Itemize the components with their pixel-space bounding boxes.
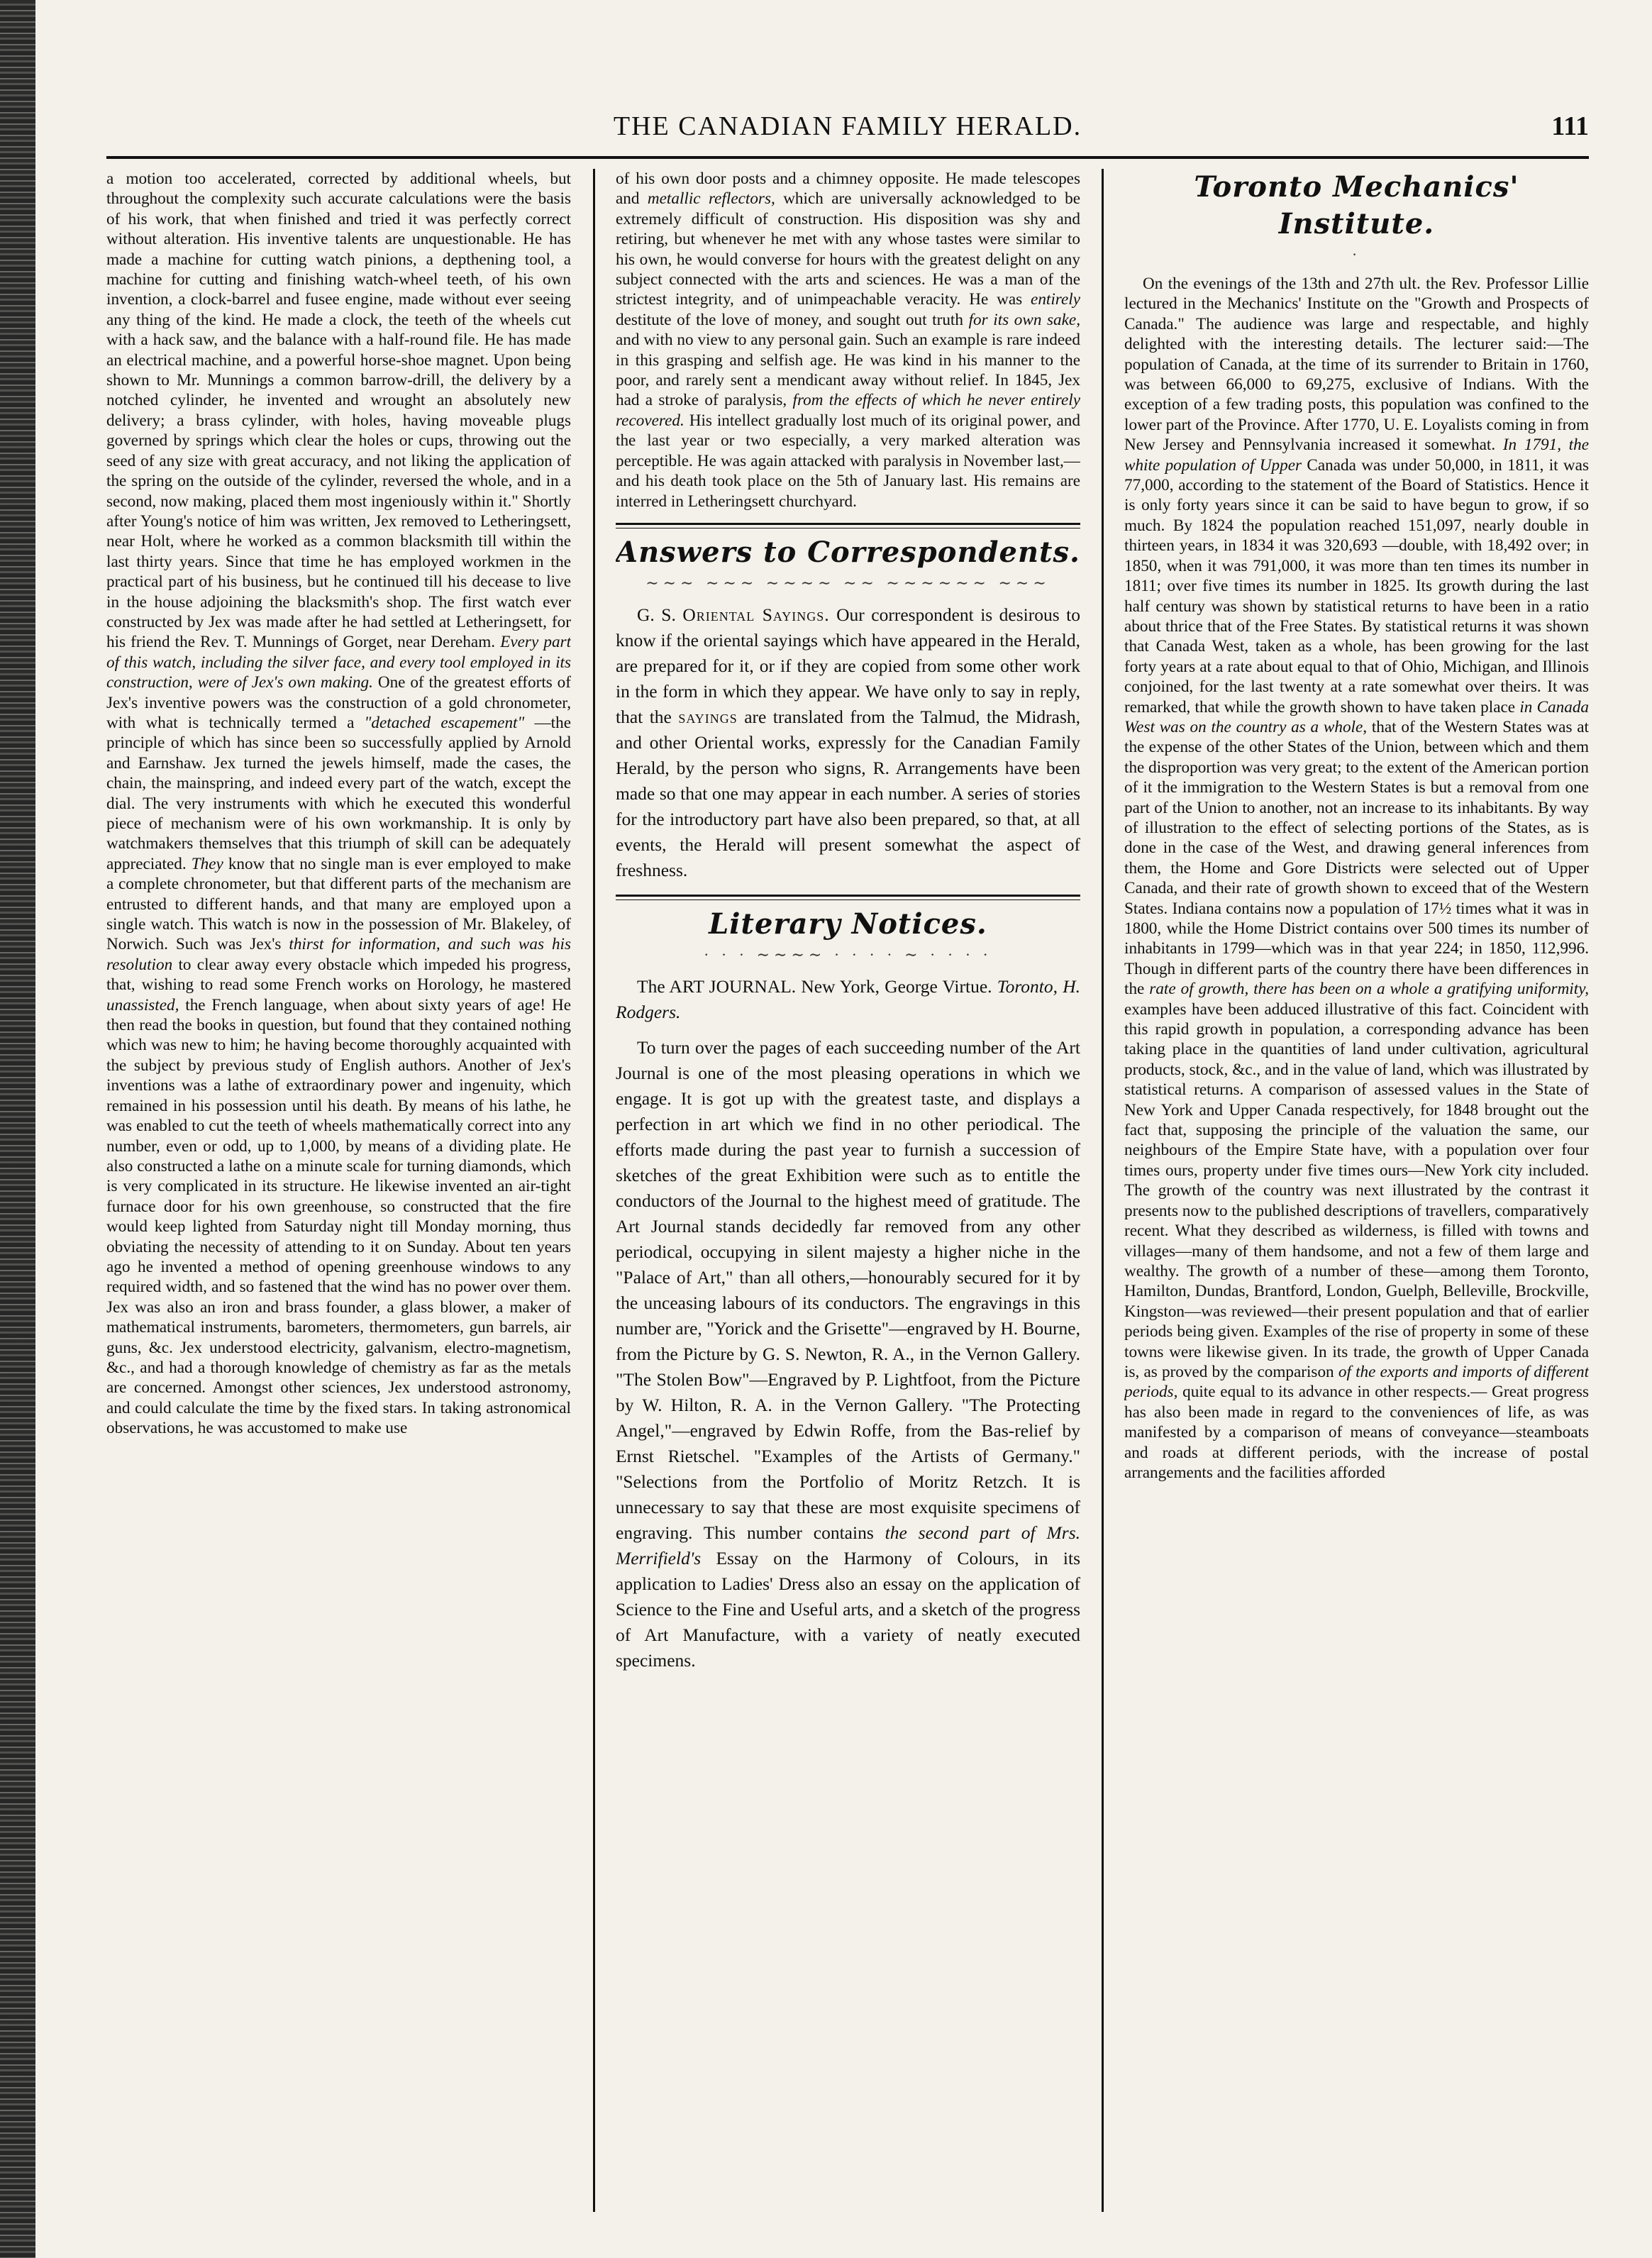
answers-heading: Answers to Correspondents. <box>616 535 1080 569</box>
ornamental-divider-3: · <box>1351 247 1362 262</box>
page-number: 111 <box>1551 111 1589 141</box>
article-jex-continued: a motion too accelerated, corrected by additional wheels, but throughout the complexity such accurate calculations were the basis of his work, that when finished and tried it was perfectly correct without alteration. His inventive talents are unquestionable. He has made a machine for cutting watch pinions, a depthening tool, a machine for cutting and finishing watch-wheel teeth, of his own invention, a clock-barrel and fusee engine, made without ever seeing any thing of the kind. He made a clock, the teeth of the wheels cut with a hack saw, and the balance with a half-round file. He has made an electrical machine, and a powerful horse-shoe magnet. Upon being shown to Mr. Munnings a common barrow-drill, the delivery by a notched cylinder, he invented and wrought an absolutely new delivery; a brass cylinder, with holes, having moveable plugs governed by springs which clear the holes or cups, throwing out the seed of any size with great accuracy, and not liking the application of the spring on the outside of the cylinder, reversed the whole, and in a second, now making, placed them most ingeniously within it." Shortly after Young's notice of him was written, Jex removed to Letheringsett, near Holt, where he worked as a common blacksmith till within the last thirty years. Since that time he has employed workmen in the practical part of his business, but he continued till his decease to live in the house adjoining the blacksmith's shop. The first watch ever constructed by Jex was made after he had settled at Letheringsett, for his friend the Rev. T. Munnings of Gorget, near Dereham. Every part of this watch, including the silver face, and every tool employed in its construction, were of Jex's own making. One of the greatest efforts of Jex's inventive powers was the construction of a gold chronometer, with what is technically termed a "detached escapement" —the principle of which has since been so successfully applied by Arnold and Earnshaw. Jex turned the jewels himself, made the cases, the chain, the mainspring, and indeed every part of the watch, except the dial. The very instruments with which he executed this wonderful piece of mechanism were of his own workmanship. It is only by watchmakers themselves that this triumph of skill can be adequately appreciated. They know that no single man is ever employed to make a complete chronometer, but that different parts of the mechanism are entrusted to different hands, and that many are employed upon a single watch. This watch is now in the possession of Mr. Blakeley, of Norwich. Such was Jex's thirst for information, and such was his resolution to clear away every obstacle which impeded his progress, that, wishing to read some French works on Horology, he mastered unassisted, the French language, when about sixty years of age! He then read the books in question, but found that they contained nothing which was new to him; he having become thoroughly acquainted with the subject by previous study of English authors. Another of Jex's inventions was a lathe of extraordinary power and ingenuity, which remained in his possession until his death. By means of his lathe, he was enabled to cut the teeth of wheels mathematically correct into any number, even or odd, up to 1,000, by means of a dividing plate. He also constructed a lathe on a minute scale for turning diamonds, which is very complicated in its structure. He likewise invented an air-tight furnace door for his own greenhouse, so constructed that the fire would keep lighted from Saturday night till Monday morning, thus obviating the necessity of attending to it on Sunday. About ten years ago he invented a method of opening greenhouse windows to any required width, and so fastened that the wind has no power over them. Jex was also an iron and brass founder, a glass blower, a maker of mathematical instruments, barometers, thermometers, gun barrels, air guns, &c. Jex understood electricity, galvanism, electro-magnetism, &c., and had a thorough knowledge of chemistry as far as the metals are concerned. Amongst other sciences, Jex understood astronomy, and could calculate the time by the fixed stars. In taking astronomical observations, he was accustomed to make use <box>106 170 571 1438</box>
ornamental-divider: ∼∼∼ ∼∼∼ ∼∼∼∼ ∼∼ ∼∼∼∼∼∼ ∼∼∼ <box>645 575 1050 591</box>
answers-topic: Oriental Sayings. <box>682 604 830 625</box>
page-binding-edge <box>0 0 35 2258</box>
column-1 <box>106 169 571 2219</box>
page-header <box>106 106 1589 159</box>
mechanics-institute-heading: Toronto Mechanics' Institute. <box>1194 170 1519 240</box>
running-head-title: THE CANADIAN FAMILY HERALD. <box>613 111 1082 141</box>
section-divider-rule-2 <box>616 895 1080 900</box>
article-jex-conclusion: of his own door posts and a chimney opposite. He made telescopes and metallic reflectors, which are universally acknowledged to be extremely difficult of construction. His disposition was shy and retiring, but whenever he met with any whose tastes were similar to his own, he would converse for hours with the greatest delight on any subject connected with the arts and sciences. He was a man of the strictest integrity, and of unimpeachable veracity. He was entirely destitute of the love of money, and sought out truth for its own sake, and with no view to any personal gain. Such an example is rare indeed in this grasping and selfish age. He was kind in his manner to the poor, and rarely sent a mendicant away without relief. In 1845, Jex had a stroke of paralysis, from the effects of which he never entirely recovered. His intellect gradually lost much of its original power, and the last year or two especially, a very marked alteration was perceptible. He was again attacked with paralysis in November last,— and his death took place on the 5th of January last. His remains are interred in Letheringsett churchyard. <box>616 170 1080 511</box>
answers-initials: G. S. <box>637 604 676 625</box>
column-rule-right <box>1102 169 1104 2212</box>
newspaper-page <box>106 106 1589 2227</box>
mechanics-institute-body: On the evenings of the 13th and 27th ult. the Rev. Professor Lillie lectured in the Mechanics' Institute on the "Growth and Prospects of Canada." The audience was large and respectable, and highly delighted with the interesting details. The lecturer said:—The population of Canada, at the time of its surrender to Britain in 1760, was between 66,000 to 69,275, exclusive of Indians. With the exception of a few trading posts, this population was confined to the lower part of the Province. After 1770, U. E. Loyalists coming in from New Jersey and Pennsylvania increased it somewhat. In 1791, the white population of Upper Canada was under 50,000, in 1811, it was 77,000, according to the statement of the Board of Statistics. Hence it is only forty years since it can be said to have begun to grow, if so much. By 1824 the population reached 151,097, nearly double in thirteen years, in 1834 it was 320,693 —double, with 18,492 over; in 1850, when it was 791,000, it was more than ten times its number in 1811; over five times its number in 1825. Its growth during the last half century was shown by statistical returns to have been in a ratio about thrice that of the Free States. By statistical returns it was shown that Canada West, taken as a whole, has been growing for the last forty years at a rate about equal to that of Ohio, Michigan, and Illinois conjoined, for the last twenty at a rate somewhat over theirs. It was remarked, that while the growth shown to have taken place in Canada West was on the country as a whole, that of the Western States was at the expense of the other States of the Union, between which and them the disproportion was very great; to the extent of the American portion of it the immigration to the Western States is but a removal from one part of the Union to another, not an increase to its inhabitants. By way of illustration to the effect of selecting portions of the States, as is done in the case of the West, and drawing general inferences from them, the Home and Gore Districts were selected out of Upper Canada, and their rate of growth shown to exceed that of the Western States. Indiana contains now a population of 17½ times what it was in 1800, while the Home District contains over 500 times its number of inhabitants in 1799—which was in that year 224; in 1850, 112,996. Though in different parts of the country there have been differences in the rate of growth, there has been on a whole a gratifying uniformity, examples have been adduced illustrative of this fact. Coincident with this rapid growth in population, a corresponding advance has been taking place in the quantities of land under cultivation, agricultural products, stock, &c., and in the value of land, which was illustrated by statistical returns. A comparison of assessed values in the State of New York and Upper Canada respectively, for 1848 brought out the fact that, supposing the principle of the valuation the same, our neighbours of the Empire State have, with a population over four times ours, property under five times ours—New York city included. The growth of the country was next illustrated by the contrast it presents now to the published descriptions of travellers, comparatively recent. What they described as wilderness, is filled with towns and villages—many of them handsome, and not a few of them large and wealthy. The growth of a number of these—among them Toronto, Hamilton, Dundas, Brantford, London, Guelph, Belleville, Brockville, Kingston—was reviewed—their present population and that of earlier periods being given. Examples of the rise of property in some of these towns were likewise given. In its trade, the growth of Upper Canada is, as proved by the comparison of the exports and imports of different periods, quite equal to its advance in other respects.— Great progress has also been made in regard to the conveniences of life, as was manifested by a comparison of means of conveyance—steamboats and roads at different periods, with the increase of postal arrangements and the facilities afforded <box>1124 275 1589 1482</box>
column-2 <box>616 169 1080 2219</box>
column-rule-left <box>593 169 595 2212</box>
literary-body: The ART JOURNAL. New York, George Virtue. Toronto, H. Rodgers. To turn over the pages of each succeeding number of the Art Journal is one of the most pleasing operations in which we engage. It is got up with the greatest taste, and displays a perfection in art which we find in no other periodical. The efforts made during the past year to furnish a succession of sketches of the great Exhibition were such as to entitle the conductors of the Journal to the highest meed of gratitude. The Art Journal stands decidedly far removed from any other periodical, occupying in silent majesty a higher niche in the "Palace of Art," than all others,—honourably secured for it by the unceasing labours of its conductors. The engravings in this number are, "Yorick and the Grisette"—engraved by H. Bourne, from the Picture by G. S. Newton, R. A., in the Vernon Gallery. "The Stolen Bow"—Engraved by P. Lightfoot, from the Picture by W. Hilton, R. A. in the Vernon Gallery. "The Protecting Angel,"—engraved by Edwin Roffe, from the Bas-relief by Ernst Rietschel. "Examples of the Artists of Germany." "Selections from the Portfolio of Moritz Retzch. It is unnecessary to say that these are most exquisite specimens of engraving. This number contains the second part of Mrs. Merrifield's Essay on the Harmony of Colours, in its application to Ladies' Dress also an essay on the application of Science to the Fine and Useful arts, and a sketch of the progress of Art Manufacture, with a variety of neatly executed specimens. <box>616 975 1080 1671</box>
ornamental-divider-2: · · · ∼∼∼∼ · · · · ∼ · · · · <box>704 946 992 963</box>
literary-heading: Literary Notices. <box>709 907 987 941</box>
section-divider-rule <box>616 523 1080 528</box>
literary-title: The ART JOURNAL. <box>637 975 797 997</box>
answers-body: G. S. Oriental Sayings. Our correspondent is desirous to know if the oriental sayings which have appeared in the Herald, are prepared for it, or if they are copied from some other work in the form in which they appear. We have only to say in reply, that the sayings are translated from the Talmud, the Midrash, and other Oriental works, expressly for the Canadian Family Herald, by the person who signs, R. Arrangements have been made so that one may appear in each number. A series of stories for the introductory part have also been prepared, so that, at all events, the Herald will present somewhat the aspect of freshness. <box>616 604 1080 880</box>
column-3 <box>1124 169 1589 2219</box>
